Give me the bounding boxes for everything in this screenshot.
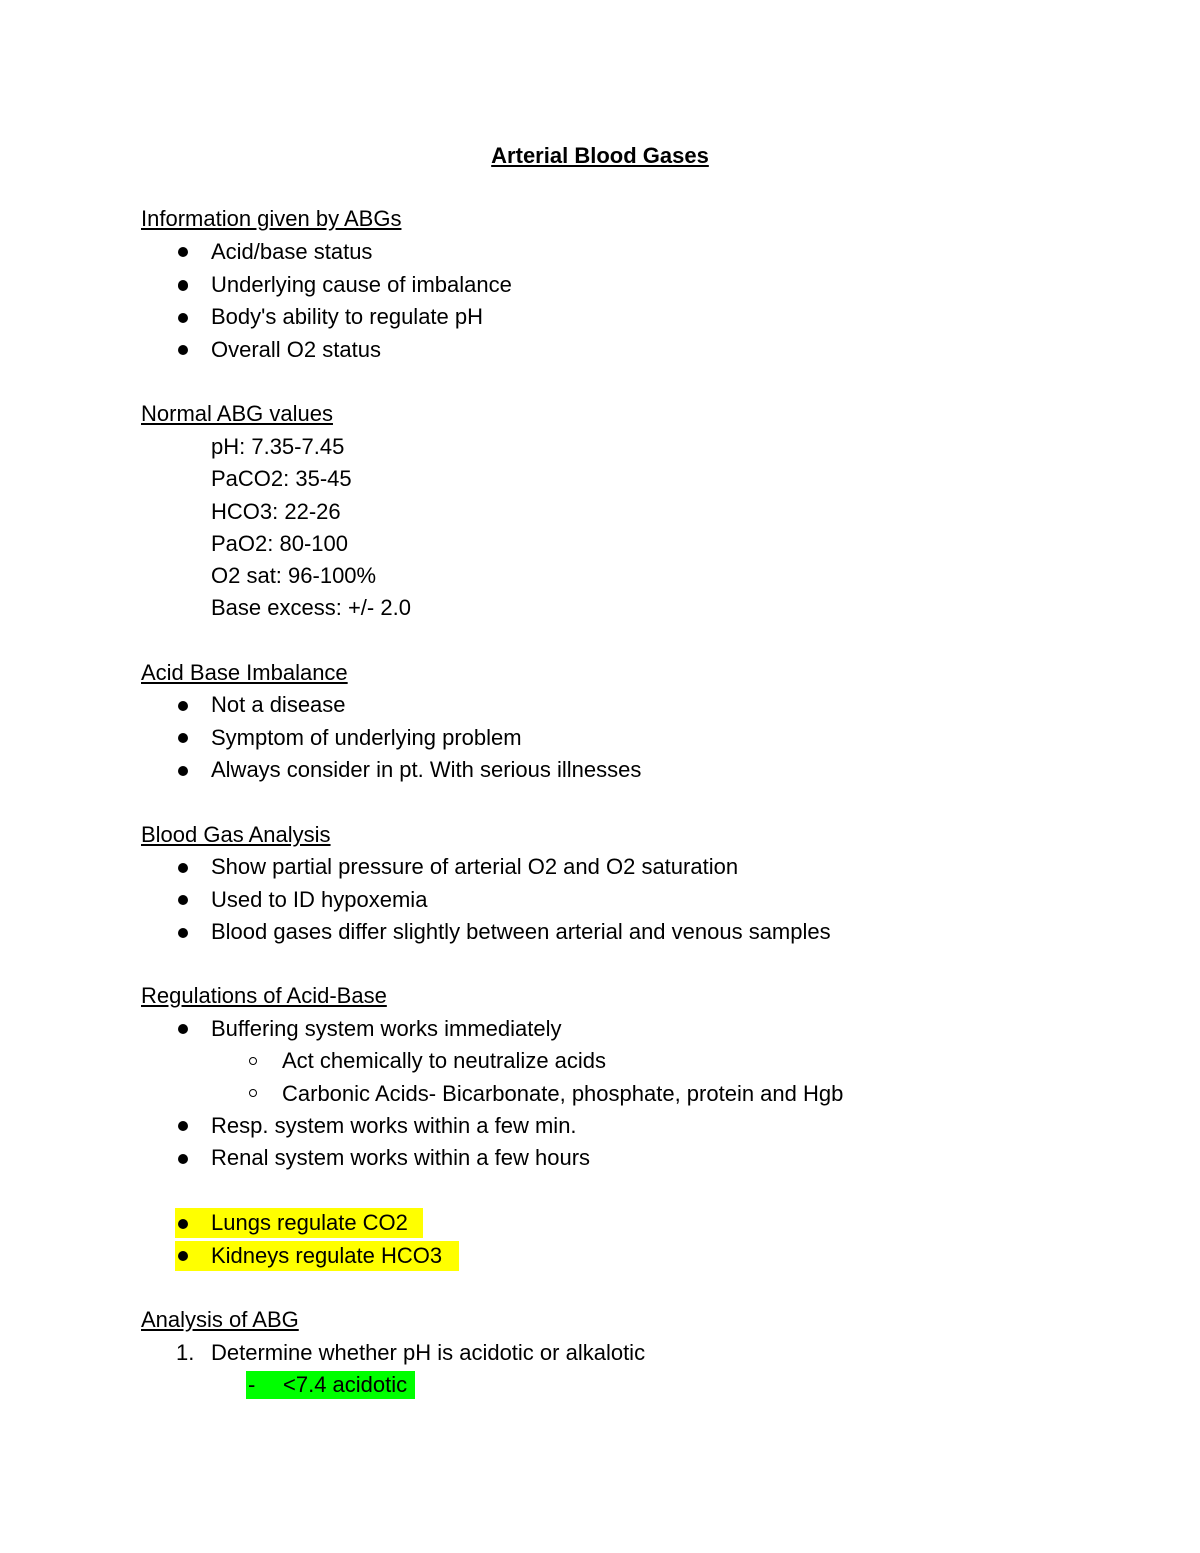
bullet-icon — [178, 247, 188, 257]
value-row: PaCO2: 35-45 — [211, 466, 352, 491]
bullet-icon — [178, 1219, 188, 1229]
bullet-icon — [178, 1024, 188, 1034]
bullet-icon — [178, 701, 188, 711]
value-row: HCO3: 22-26 — [211, 499, 341, 524]
bullet-icon — [178, 928, 188, 938]
sub-list-item: Carbonic Acids- Bicarbonate, phosphate, protein and Hgb — [282, 1081, 844, 1106]
sub-bullet-icon — [249, 1057, 257, 1065]
list-item: Always consider in pt. With serious illnesses — [211, 757, 642, 782]
list-item: Overall O2 status — [211, 337, 381, 362]
highlighted-sub-item: <7.4 acidotic — [283, 1372, 408, 1397]
list-item: Body's ability to regulate pH — [211, 304, 484, 329]
bullet-icon — [178, 1121, 188, 1131]
list-item: Show partial pressure of arterial O2 and O2 saturation — [211, 854, 739, 879]
list-item: Not a disease — [211, 692, 346, 717]
bullet-icon — [178, 766, 188, 776]
sub-list-item: Act chemically to neutralize acids — [282, 1048, 607, 1073]
list-item: Blood gases differ slightly between arterial and venous samples — [211, 919, 831, 944]
bullet-icon — [178, 1251, 188, 1261]
value-row: PaO2: 80-100 — [211, 531, 348, 556]
list-item: Buffering system works immediately — [211, 1016, 562, 1041]
section-heading-blood-gas: Blood Gas Analysis — [141, 822, 331, 847]
section-heading-normal: Normal ABG values — [141, 401, 333, 426]
list-item: Acid/base status — [211, 239, 373, 264]
section-heading-regulations: Regulations of Acid-Base — [141, 983, 387, 1008]
bullet-icon — [178, 733, 188, 743]
value-row: O2 sat: 96-100% — [211, 563, 377, 588]
value-row: pH: 7.35-7.45 — [211, 434, 345, 459]
section-heading-imbalance: Acid Base Imbalance — [141, 660, 348, 685]
numbered-item: Determine whether pH is acidotic or alkalotic — [211, 1340, 646, 1365]
page-title: Arterial Blood Gases — [491, 143, 709, 168]
bullet-icon — [178, 1154, 188, 1164]
bullet-icon — [178, 895, 188, 905]
bullet-icon — [178, 281, 188, 291]
bullet-icon — [178, 863, 188, 873]
bullet-icon — [178, 345, 188, 355]
step-number: 1. — [176, 1340, 195, 1365]
section-heading-info: Information given by ABGs — [141, 206, 402, 231]
list-item: Renal system works within a few hours — [211, 1145, 591, 1170]
dash-bullet: - — [248, 1372, 256, 1397]
list-item: Symptom of underlying problem — [211, 725, 522, 750]
list-item: Used to ID hypoxemia — [211, 887, 428, 912]
section-heading-analysis: Analysis of ABG — [141, 1307, 299, 1332]
list-item: Underlying cause of imbalance — [211, 272, 512, 297]
highlighted-item: Lungs regulate CO2 — [211, 1210, 408, 1235]
highlighted-item: Kidneys regulate HCO3 — [211, 1243, 443, 1268]
list-item: Resp. system works within a few min. — [211, 1113, 577, 1138]
bullet-icon — [178, 313, 188, 323]
value-row: Base excess: +/- 2.0 — [211, 595, 411, 620]
sub-bullet-icon — [249, 1089, 257, 1097]
